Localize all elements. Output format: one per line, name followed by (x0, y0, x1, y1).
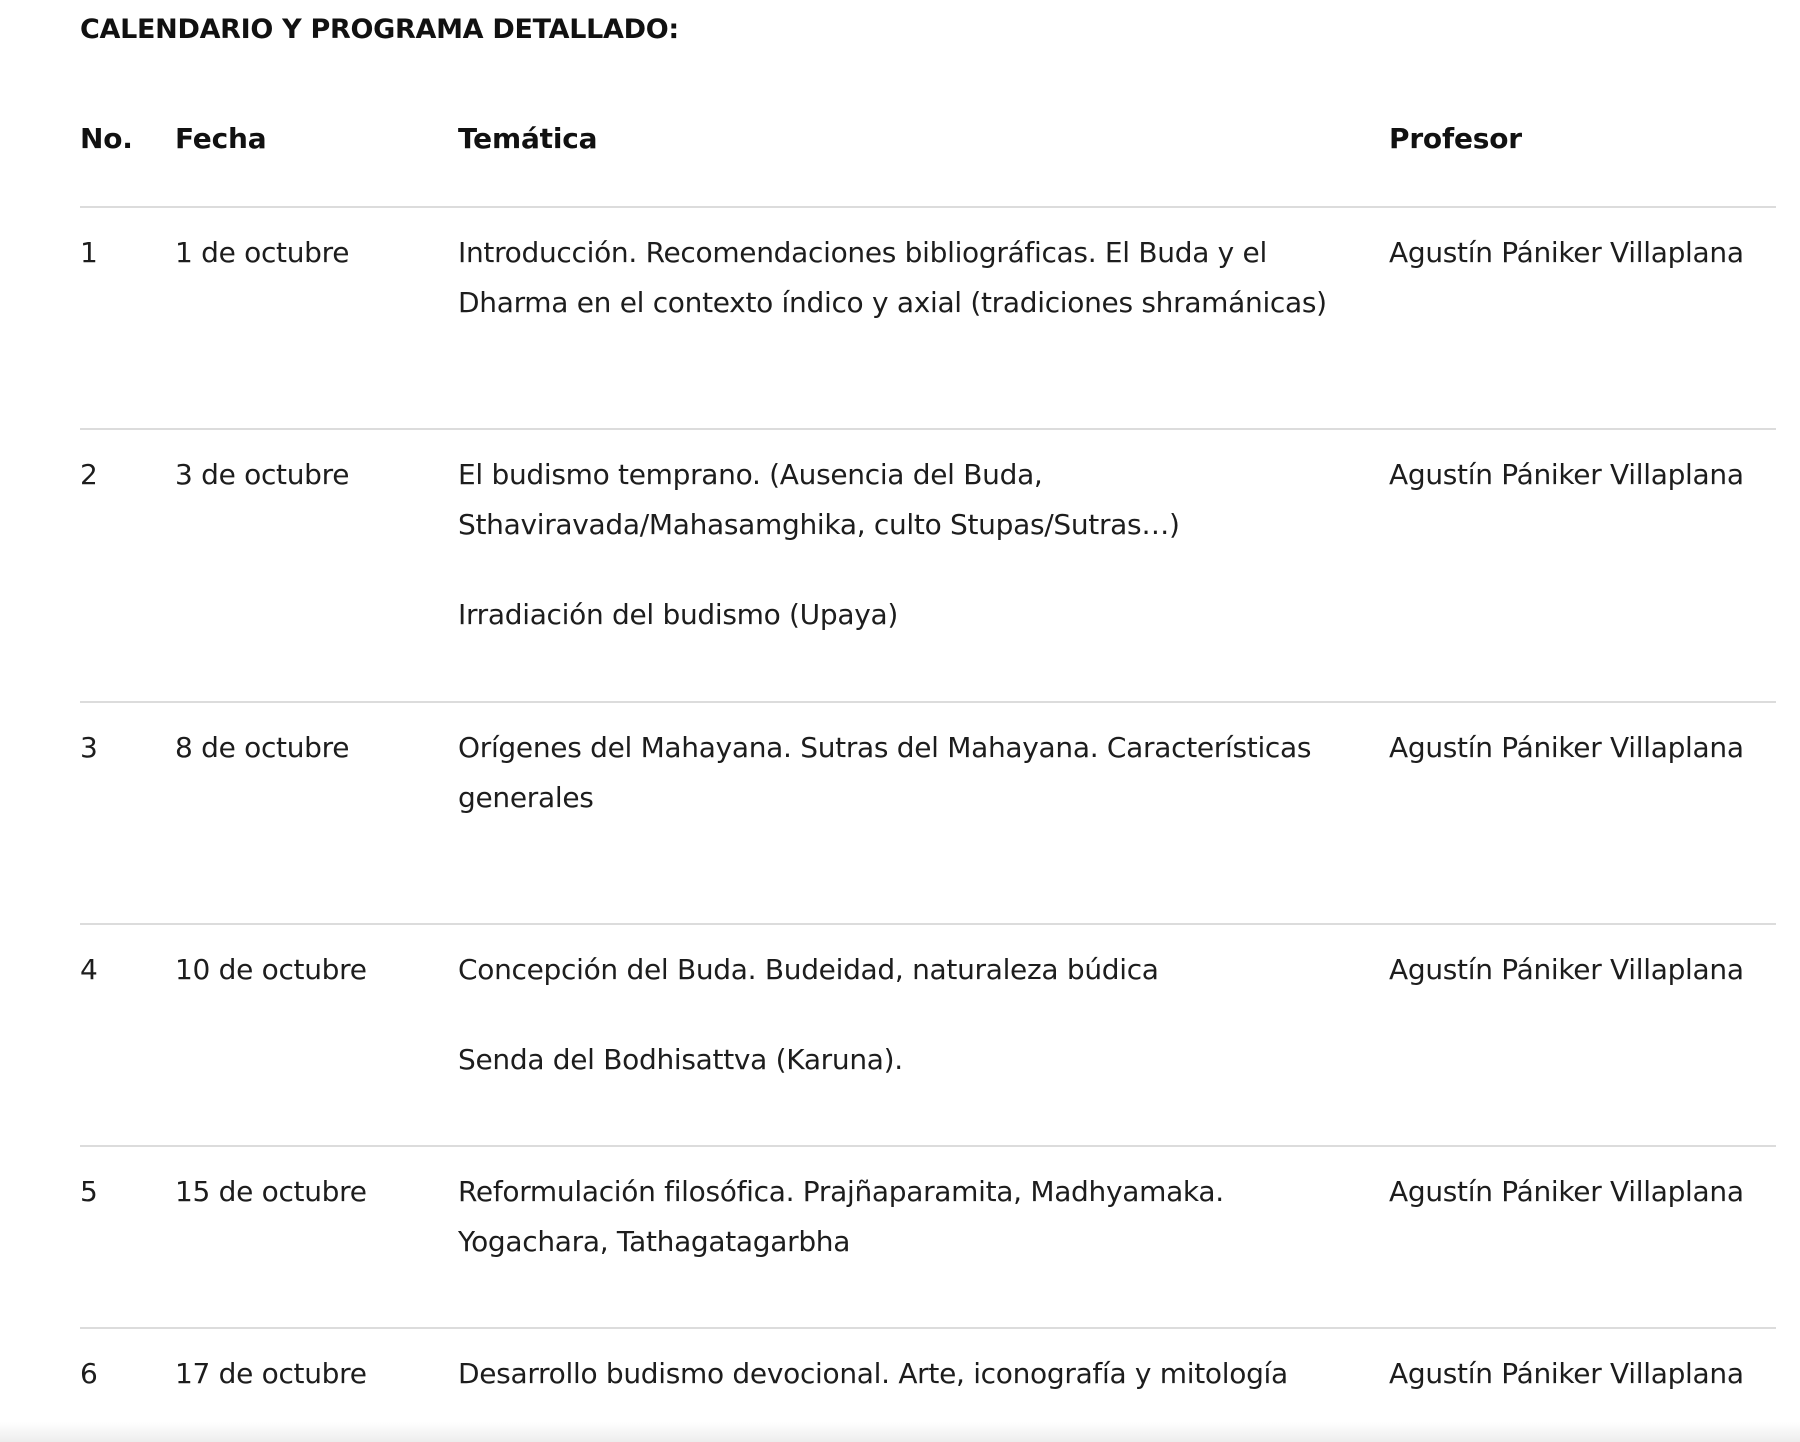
tematica-paragraph: Orígenes del Mahayana. Sutras del Mahayana. Características generales (458, 731, 1312, 814)
cell-no: 1 (80, 207, 175, 429)
cell-fecha: 1 de octubre (175, 207, 458, 429)
cell-fecha: 10 de octubre (175, 924, 458, 1146)
header-tematica: Temática (458, 122, 598, 155)
cell-profesor: Agustín Pániker Villaplana (1389, 924, 1776, 1146)
table-header-row (80, 100, 1776, 207)
bottom-fade (0, 1422, 1800, 1442)
table-row (80, 1146, 1776, 1328)
table-row (80, 702, 1776, 924)
cell-profesor: Agustín Pániker Villaplana (1389, 207, 1776, 429)
header-fecha: Fecha (175, 122, 267, 155)
cell-no: 6 (80, 1328, 175, 1438)
cell-tematica (458, 924, 1389, 1146)
cell-profesor: Agustín Pániker Villaplana (1389, 1146, 1776, 1328)
table-row (80, 924, 1776, 1146)
table-row (80, 429, 1776, 702)
cell-profesor: Agustín Pániker Villaplana (1389, 1328, 1776, 1438)
tematica-paragraph: El budismo temprano. (Ausencia del Buda, Sthaviravada/Mahasamghika, culto Stupas/Sutras…) (458, 458, 1180, 541)
cell-no: 2 (80, 429, 175, 702)
tematica-paragraph: Desarrollo budismo devocional. Arte, iconografía y mitología (458, 1357, 1288, 1390)
tematica-paragraph: Irradiación del budismo (Upaya) (458, 598, 898, 631)
cell-tematica (458, 1146, 1389, 1328)
header-no: No. (80, 122, 133, 155)
cell-fecha: 3 de octubre (175, 429, 458, 702)
cell-no: 4 (80, 924, 175, 1146)
cell-fecha: 8 de octubre (175, 702, 458, 924)
cell-fecha: 17 de octubre (175, 1328, 458, 1438)
cell-profesor: Agustín Pániker Villaplana (1389, 429, 1776, 702)
cell-no: 3 (80, 702, 175, 924)
cell-tematica (458, 429, 1389, 702)
header-profesor: Profesor (1389, 122, 1522, 155)
tematica-paragraph: Reformulación filosófica. Prajñaparamita, Madhyamaka. Yogachara, Tathagatagarbha (458, 1175, 1224, 1258)
table-row (80, 207, 1776, 429)
tematica-paragraph: Introducción. Recomendaciones bibliográficas. El Buda y el Dharma en el contexto índico y axial (tradiciones shramánicas) (458, 236, 1327, 319)
page-heading: CALENDARIO Y PROGRAMA DETALLADO: (80, 14, 679, 45)
schedule-table (80, 100, 1776, 1438)
tematica-paragraph: Concepción del Buda. Budeidad, naturaleza búdica (458, 953, 1159, 986)
cell-no: 5 (80, 1146, 175, 1328)
tematica-paragraph: Senda del Bodhisattva (Karuna). (458, 1043, 903, 1076)
cell-tematica (458, 702, 1389, 924)
cell-fecha: 15 de octubre (175, 1146, 458, 1328)
cell-tematica (458, 207, 1389, 429)
cell-profesor: Agustín Pániker Villaplana (1389, 702, 1776, 924)
